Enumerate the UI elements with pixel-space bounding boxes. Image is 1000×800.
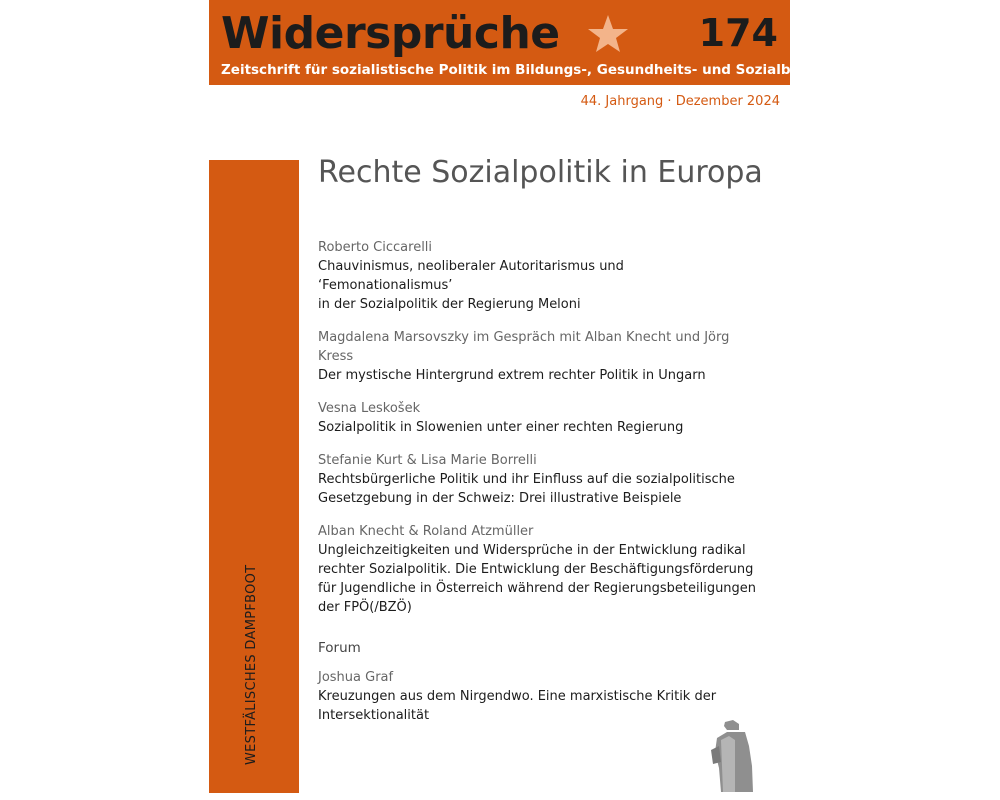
toc-entry-forum — [318, 668, 758, 725]
masthead: Widersprüche — [221, 8, 560, 59]
toc-entry — [318, 451, 758, 508]
dateline: 44. Jahrgang · Dezember 2024 — [580, 94, 780, 109]
cover-header — [209, 0, 838, 85]
toc-entry — [318, 238, 758, 314]
entry-author: Alban Knecht & Roland Atzmüller — [318, 524, 534, 539]
publisher-name: WESTFÄLISCHES DAMPFBOOT — [244, 564, 259, 765]
entry-title-line: Der mystische Hintergrund extrem rechter Politik in Ungarn — [318, 368, 706, 383]
entry-title-line: Intersektionalität — [318, 708, 430, 723]
entry-title-line: Rechtsbürgerliche Politik und ihr Einfluss auf die sozialpolitische — [318, 472, 735, 487]
toc-entry — [318, 328, 758, 385]
entry-author: Vesna Leskošek — [318, 401, 421, 416]
star-icon — [587, 14, 629, 54]
entry-author: Stefanie Kurt & Lisa Marie Borrelli — [318, 453, 537, 468]
journal-subtitle: Zeitschrift für sozialistische Politik im Bildungs-, Gesundheits- und Sozialbereich — [221, 62, 838, 78]
forum-label: Forum — [318, 640, 361, 656]
entry-author: Magdalena Marsovszky im Gespräch mit Alban Knecht und Jörg Kress — [318, 330, 730, 364]
entry-author: Roberto Ciccarelli — [318, 240, 433, 255]
entry-title-line: für Jugendliche in Österreich während der Regierungsbeteiligungen — [318, 581, 757, 596]
entry-title-line: Ungleichzeitigkeiten und Widersprüche in der Entwicklung radikal — [318, 543, 746, 558]
cover-title: Rechte Sozialpolitik in Europa — [318, 155, 763, 190]
entry-title-line: Gesetzgebung in der Schweiz: Drei illustrative Beispiele — [318, 491, 682, 506]
entry-title-line: Sozialpolitik in Slowenien unter einer rechten Regierung — [318, 420, 684, 435]
entry-title-line: in der Sozialpolitik der Regierung Meloni — [318, 297, 581, 312]
entry-author: Joshua Graf — [318, 670, 394, 685]
entry-title-line: rechter Sozialpolitik. Die Entwicklung der Beschäftigungsförderung — [318, 562, 754, 577]
toc-entry — [318, 522, 758, 617]
steamboat-logo-icon — [705, 716, 760, 794]
entry-title-line: der FPÖ(/BZÖ) — [318, 600, 412, 615]
issue-number: 174 — [698, 11, 778, 55]
entry-title-line: Chauvinismus, neoliberaler Autoritarismus und ‘Femonationalismus’ — [318, 259, 624, 293]
toc-entry — [318, 399, 758, 437]
table-of-contents — [318, 238, 758, 739]
spine-bar — [209, 160, 299, 793]
entry-title-line: Kreuzungen aus dem Nirgendwo. Eine marxistische Kritik der — [318, 689, 717, 704]
